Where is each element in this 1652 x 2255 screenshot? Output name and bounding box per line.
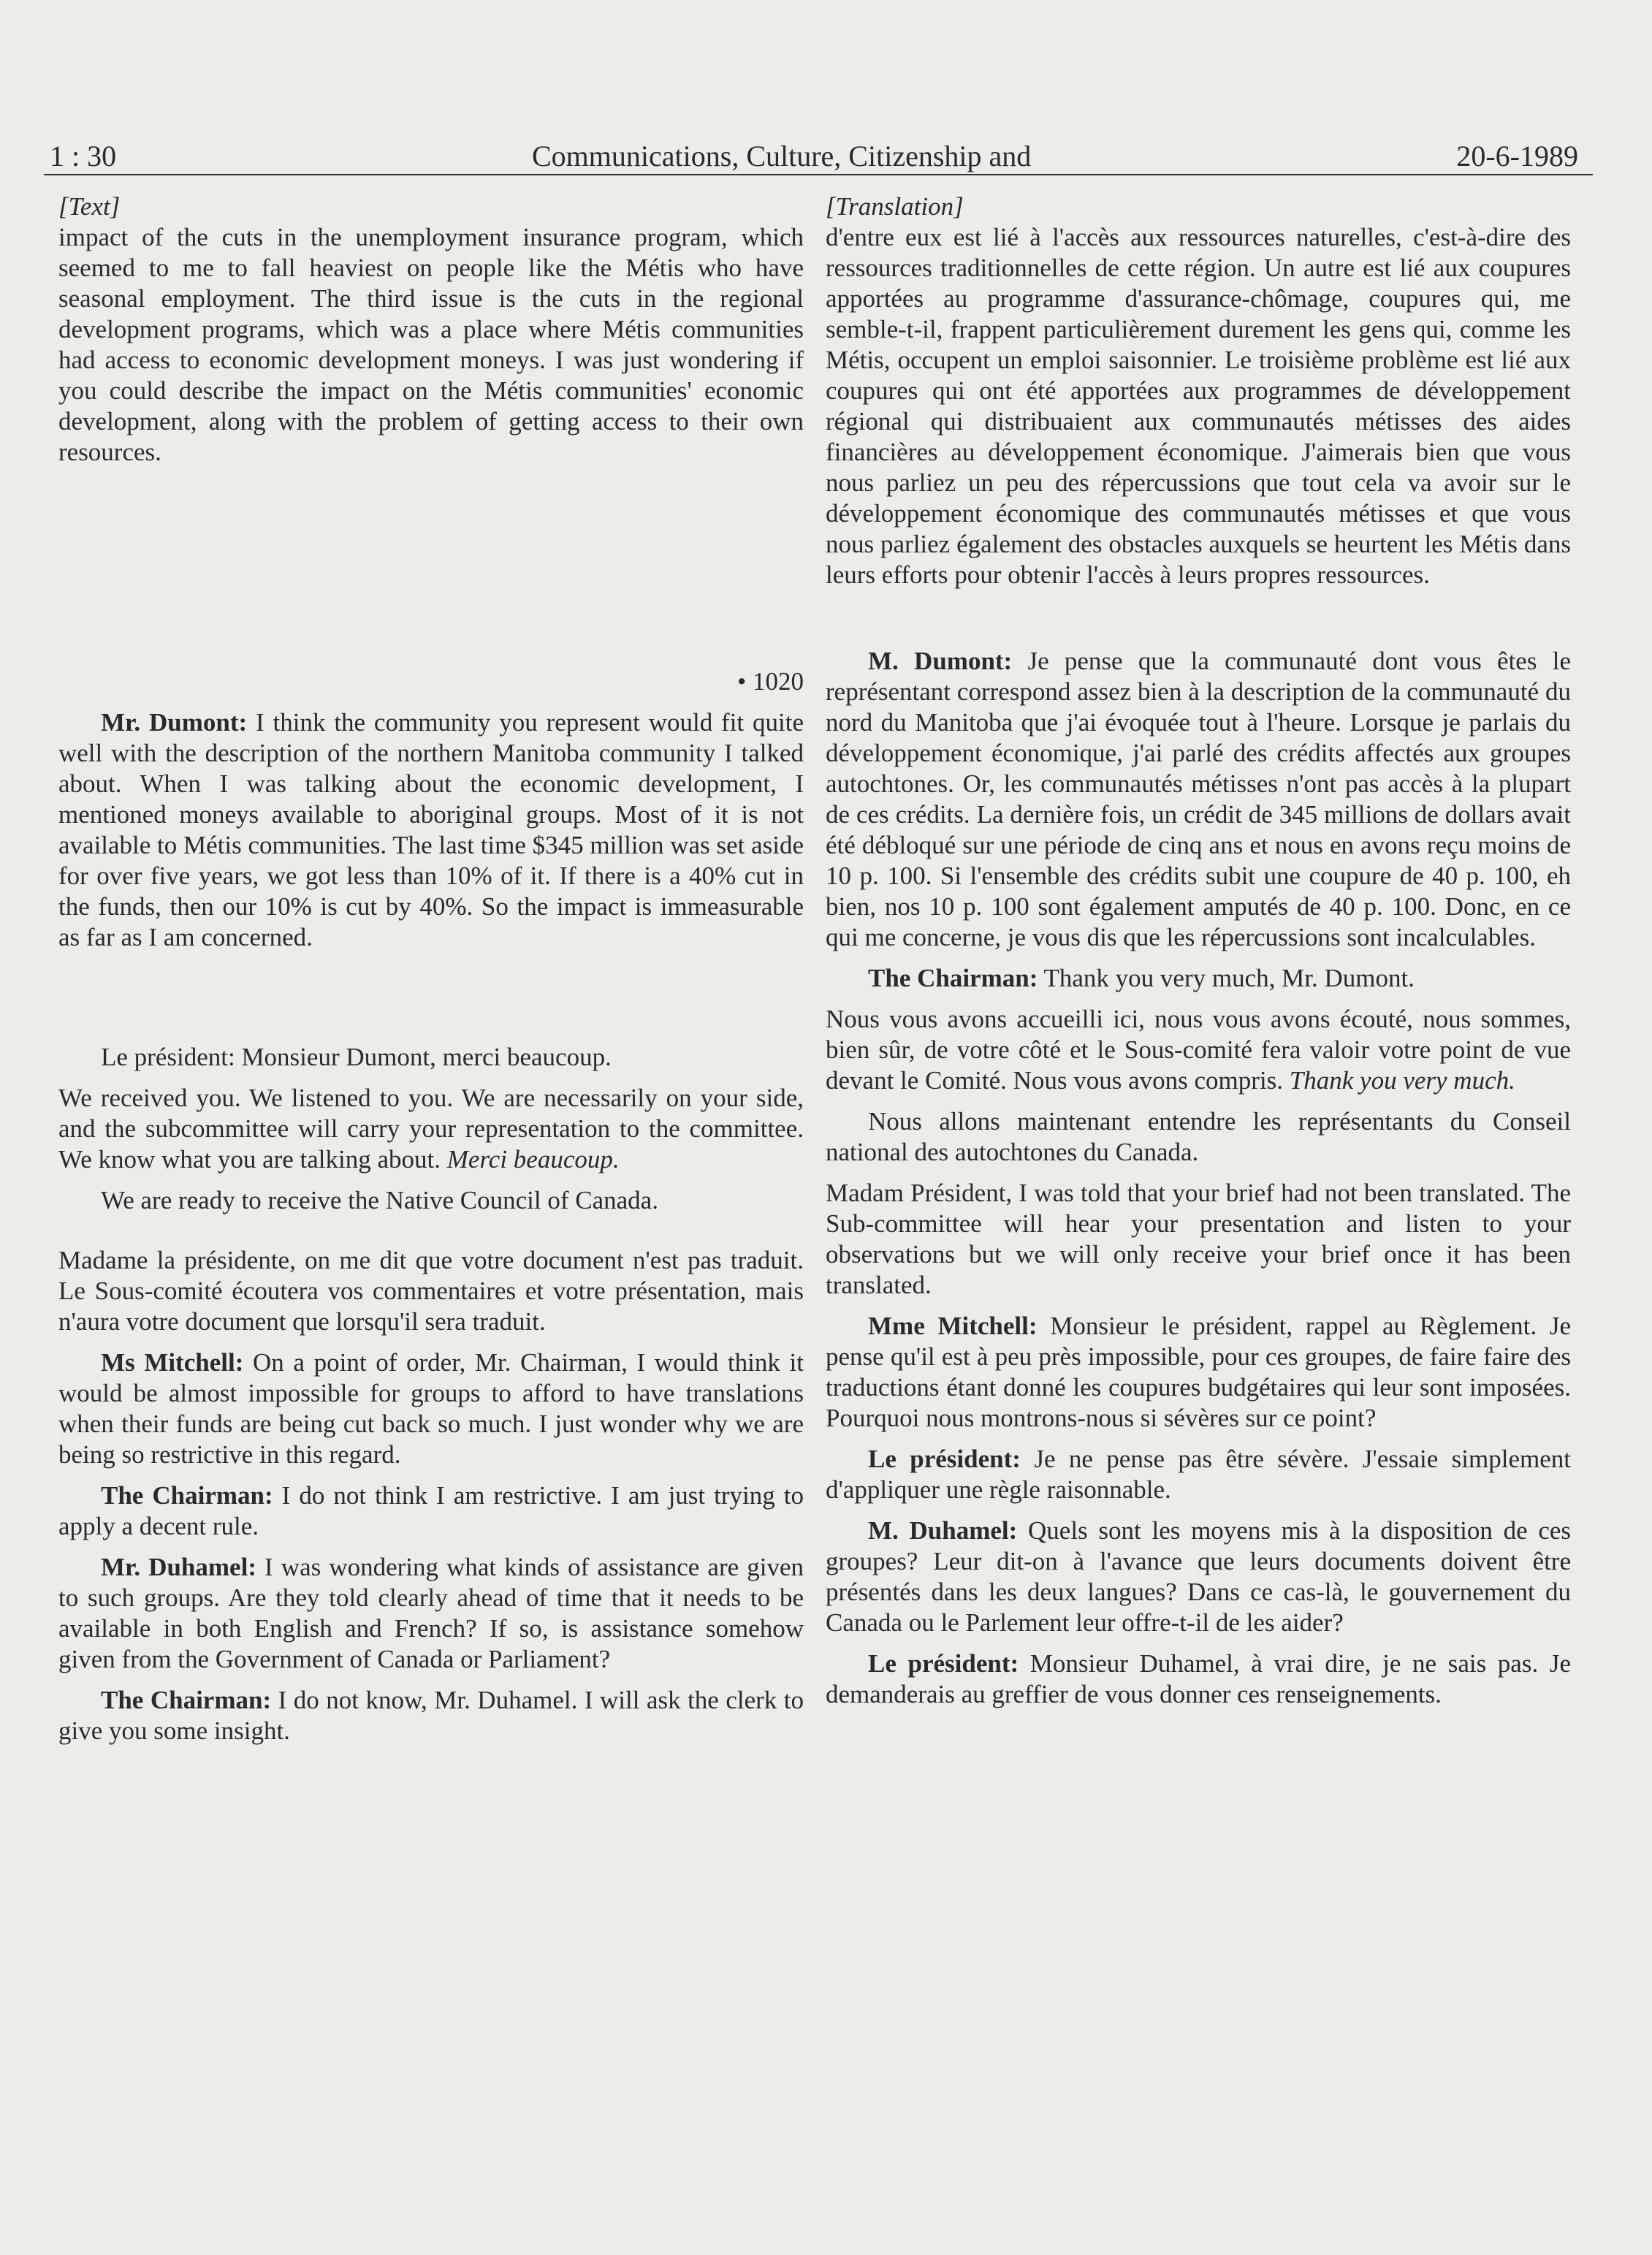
english-column [58, 191, 804, 1746]
paragraph: Nous allons maintenant entendre les représentants du Conseil national des autochtones du Canada. [826, 1107, 1571, 1166]
speech-text: On a point of order, Mr. Chairman, I would think it would be almost impossible for groups to afford to have translations when their funds are being cut back so much. I just wonder why we are being so restrictive in this regard. [58, 1348, 804, 1469]
speaker-name: Mr. Dumont: [101, 708, 248, 737]
french-column [826, 191, 1571, 1710]
speaker-name: Le président: [868, 1445, 1021, 1473]
speech-text: Quels sont les moyens mis à la disposition de ces groupes? Leur dit-on à l'avance que leurs documents doivent être présentés dans les deux langues? Dans ce cas-là, le gouvernement du Canada ou le Parlement leur offre-t-il de les aider? [826, 1516, 1572, 1637]
speech-text: I think the community you represent would fit quite well with the description of the northern Manitoba community I talked about. When I was talking about the economic development, I mentioned moneys available to aboriginal groups. Most of it is not available to Métis communities. The last time $345 million was set aside for over five years, we got less than 10% of it. If there is a 40% cut in the funds, then our 10% is cut by 40%. So the impact is immeasurable as far as I am concerned. [58, 708, 804, 951]
speaker-name: Mme Mitchell: [868, 1312, 1038, 1340]
paragraph: We are ready to receive the Native Council of Canada. [101, 1186, 658, 1214]
paragraph: impact of the cuts in the unemployment insurance program, which seemed to me to fall heaviest on people like the Métis who have seasonal employment. The third issue is the cuts in the regional development programs, which was a place where Métis communities had access to economic development moneys. I was just wondering if you could describe the impact on the Métis communities' economic development, along with the problem of getting access to their own resources. [58, 223, 804, 466]
paragraph [58, 1347, 804, 1470]
speaker-name: Ms Mitchell: [101, 1348, 244, 1377]
italic-text: Thank you very much. [1289, 1066, 1515, 1095]
speaker-name: The Chairman: [868, 964, 1038, 992]
page-header [44, 139, 1593, 175]
speaker-name: Le président: [101, 1043, 235, 1071]
speech-text: We received you. We listened to you. We are necessarily on your side, and the subcommittee will carry your representation to the committee. We know what you are talking about. [58, 1084, 804, 1174]
speech-text: Nous vous avons accueilli ici, nous vous avons écouté, nous sommes, bien sûr, de votre côté et le Sous-comité fera valoir votre point de vue devant le Comité. Nous vous avons compris. [826, 1005, 1571, 1095]
paragraph [826, 1004, 1571, 1096]
speaker-name: The Chairman: [101, 1481, 273, 1510]
paragraph [58, 1552, 804, 1675]
text-tag: [Text] [58, 192, 121, 221]
paragraph: d'entre eux est lié à l'accès aux ressources naturelles, c'est-à-dire des ressources traditionnelles de cette région. Un autre est lié aux coupures apportées au programme d'assurance-chômage, coupures qui, me semble-t-il, frappent particulièrement durement les gens qui, comme les Métis, occupent un emploi saisonnier. Le troisième problème est lié aux coupures qui ont été apportées aux programmes de développement régional qui distribuaient aux communautés métisses des aides financières au développement économique. J'aimerais bien que vous nous parliez un peu des répercussions que tout cela va avoir sur le développement économique des communautés métisses et que vous nous parliez également des obstacles auxquels se heurtent les Métis dans leurs efforts pour obtenir l'accès à leurs propres ressources. [826, 223, 1571, 589]
speaker-name: Mr. Duhamel: [101, 1553, 256, 1581]
speech-text: Thank you very much, Mr. Dumont. [1038, 964, 1415, 992]
speech-text: Monsieur Duhamel, à vrai dire, je ne sais pas. Je demanderais au greffier de vous donner ces renseignements. [826, 1649, 1571, 1708]
paragraph [826, 1311, 1571, 1434]
page-number: 1 : 30 [50, 140, 117, 172]
paragraph [58, 1083, 804, 1175]
italic-text: Merci beaucoup. [446, 1145, 620, 1174]
speech-text: Je pense que la communauté dont vous êtes le représentant correspond assez bien à la description de la communauté du nord du Manitoba que j'ai évoquée tout à l'heure. Lorsque je parlais du développement économique, j'ai parlé des crédits affectés aux groupes autochtones. Or, les communautés métisses n'ont pas accès à la plupart de ces crédits. La dernière fois, un crédit de 345 millions de dollars avait été débloqué sur une période de cinq ans et nous en avons reçu moins de 10 p. 100. Si l'ensemble des crédits subit une coupure de 40 p. 100, eh bien, nos 10 p. 100 sont également amputés de 40 p. 100. Donc, en ce qui me concerne, je vous dis que les répercussions sont incalculables. [826, 647, 1571, 951]
speaker-name: M. Duhamel: [868, 1516, 1018, 1545]
speaker-name: The Chairman: [101, 1686, 272, 1714]
speech-text: I do not think I am restrictive. I am just trying to apply a decent rule. [58, 1481, 804, 1540]
speaker-name: M. Dumont: [868, 647, 1013, 675]
paragraph [826, 1444, 1571, 1505]
translation-tag: [Translation] [826, 192, 964, 221]
paragraph [58, 1042, 804, 1073]
time-stamp: • 1020 [736, 667, 804, 696]
paragraph [826, 963, 1571, 994]
paragraph [826, 1516, 1571, 1638]
paragraph: Madame la présidente, on me dit que votre document n'est pas traduit. Le Sous-comité écoutera vos commentaires et votre présentation, mais n'aura votre document que lorsqu'il sera traduit. [58, 1246, 804, 1336]
speech-text: I was wondering what kinds of assistance are given to such groups. Are they told clearly ahead of time that it needs to be available in both English and French? If so, is assistance somehow given from the Government of Canada or Parliament? [58, 1553, 804, 1673]
page-date: 20-6-1989 [1456, 140, 1578, 172]
committee-title: Communications, Culture, Citizenship and [532, 140, 1032, 172]
paragraph [58, 1480, 804, 1542]
speech-text: Monsieur Dumont, merci beaucoup. [235, 1043, 612, 1071]
speech-text: Je ne pense pas être sévère. J'essaie simplement d'appliquer une règle raisonnable. [826, 1445, 1571, 1504]
paragraph [58, 707, 804, 953]
paragraph [58, 1685, 804, 1746]
speech-text: I do not know, Mr. Duhamel. I will ask the clerk to give you some insight. [58, 1686, 804, 1745]
paragraph [826, 1649, 1571, 1710]
speech-text: Monsieur le président, rappel au Règlement. Je pense qu'il est à peu près impossible, pour ces groupes, de faire faire des traductions étant donné les coupures budgétaires qui leur sont imposées. Pourquoi nous montrons-nous si sévères sur ce point? [826, 1312, 1571, 1432]
paragraph [826, 646, 1571, 953]
speaker-name: Le président: [868, 1649, 1019, 1678]
paragraph: Madam Président, I was told that your brief had not been translated. The Sub-committee will hear your presentation and listen to your observations but we will only receive your brief once it has been translated. [826, 1179, 1571, 1299]
